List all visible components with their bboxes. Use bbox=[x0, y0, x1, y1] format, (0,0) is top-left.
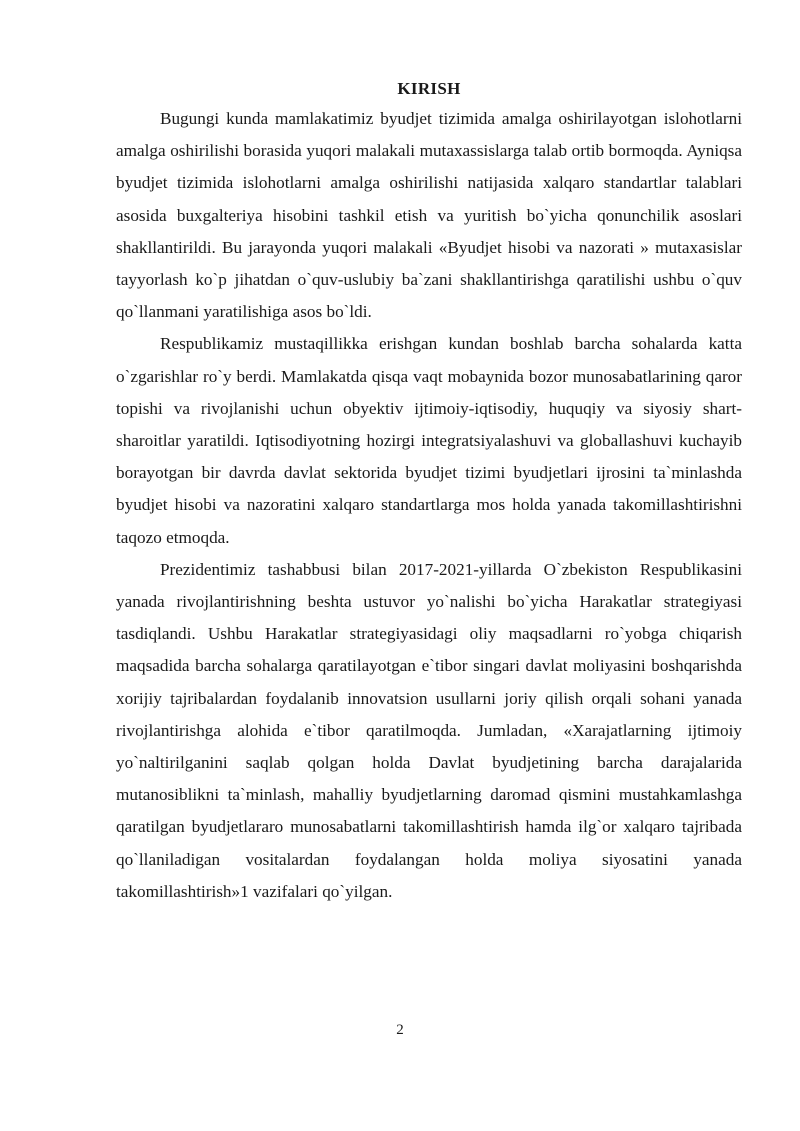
section-heading: KIRISH bbox=[397, 79, 461, 98]
paragraph-3: Prezidentimiz tashabbusi bilan 2017-2021-yillarda O`zbekiston Respublikasini yanada rivojlantirishning beshta ustuvor yo`nalishi bo`yicha Harakatlar strategiyasi tasdiqlandi. Ushbu Harakatlar strategiyasidagi oliy maqsadlarni ro`yobga chiqarish maqsadida barcha sohalarga qaratilayotgan e`tibor singari davlat moliyasini boshqarishda xorijiy tajribalardan foydalanib innovatsion usullarni joriy qilish orqali sohani yanada rivojlantirishga alohida e`tibor qaratilmoqda. Jumladan, «Xarajatlarning ijtimoiy yo`naltirilganini saqlab qolgan holda Davlat byudjetining barcha darajalarida mutanosiblikni ta`minlash, mahalliy byudjetlarning daromad qismini mustahkamlashga qaratilgan byudjetlararo munosabatlarni takomillashtirish hamda ilg`or xalqaro tajribada qo`llaniladigan vositalardan foydalangan holda moliya siyosatini yanada takomillashtirish»1 vazifalari qo`yilgan. bbox=[116, 559, 742, 901]
page-number: 2 bbox=[396, 1022, 404, 1038]
paragraph-1: Bugungi kunda mamlakatimiz byudjet tizimida amalga oshirilayotgan islohotlarni amalga oshirilishi borasida yuqori malakali mutaxassislarga talab ortib bormoqda. Ayniqsa byudjet tizimida islohotlarni amalga oshirilishi natijasida xalqaro standartlar talablari asosida buxgalteriya hisobini tashkil etish va yuritish bo`yicha qonunchilik asoslari shakllantirildi. Bu jarayonda yuqori malakali «Byudjet hisobi va nazorati » mutaxasislar tayyorlash ko`p jihatdan o`quv-uslubiy ba`zani shakllantirishga qaratilishi ushbu o`quv qo`llanmani yaratilishiga asos bo`ldi. bbox=[116, 109, 742, 322]
paragraph-2: Respublikamiz mustaqillikka erishgan kundan boshlab barcha sohalarda katta o`zgarishlar ro`y berdi. Mamlakatda qisqa vaqt mobaynida bozor munosabatlarining qaror topishi va rivojlanishi uchun obyektiv ijtimoiy-iqtisodiy, huquqiy va siyosiy shart-sharoitlar yaratildi. Iqtisodiyotning hozirgi integratsiyalashuvi va globallashuvi kuchayib borayotgan bir davrda davlat sektorida byudjet tizimi byudjetlari ijrosini ta`minlashda byudjet hisobi va nazoratini xalqaro standartlarga mos holda yanada takomillashtirishni taqozo etmoqda. bbox=[116, 334, 742, 547]
document-page bbox=[116, 0, 742, 908]
